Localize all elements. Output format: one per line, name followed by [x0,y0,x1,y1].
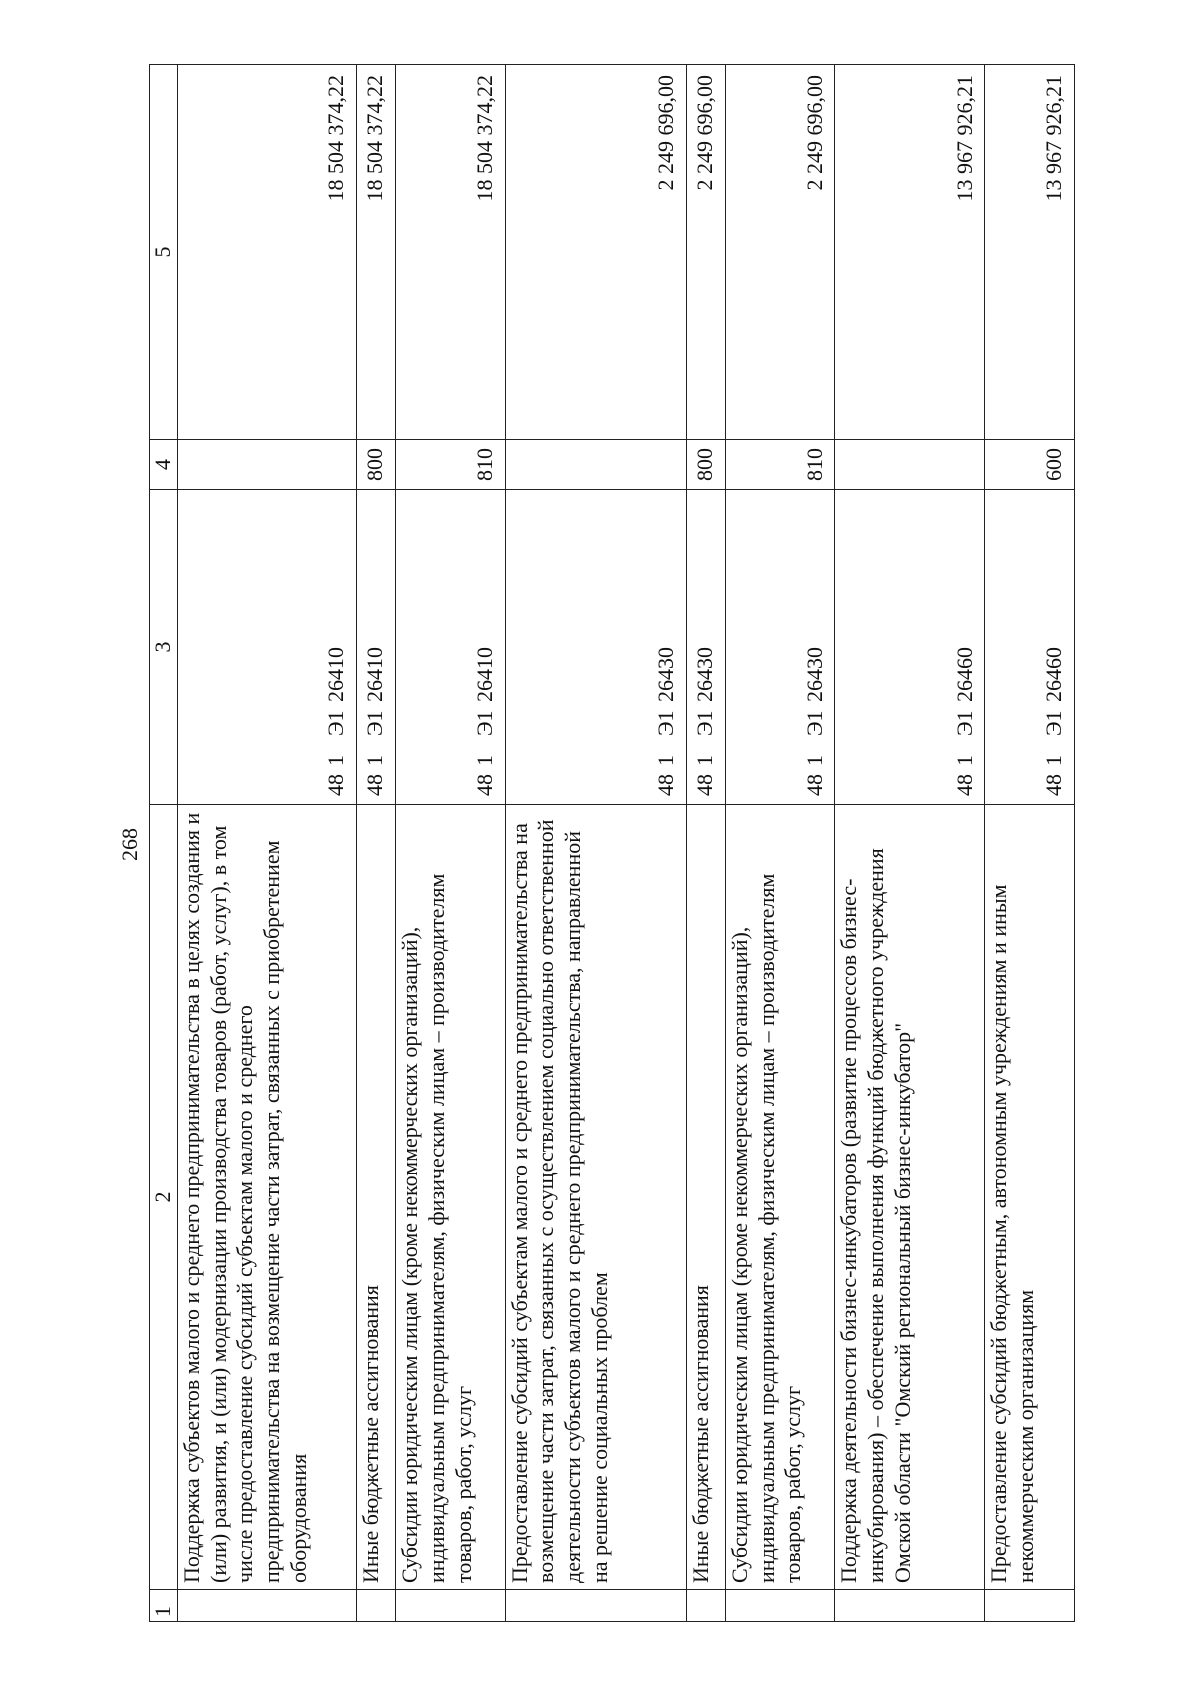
code-part: 48 [691,774,717,796]
budget-table-wrapper [149,65,1075,1622]
code-part: 26410 [362,647,388,702]
code-part: Э1 [323,710,349,736]
code-part: 26460 [951,647,977,702]
code-part: 1 [471,755,497,766]
row-code [985,490,1075,805]
code-part: 48 [362,774,388,796]
col-header-4: 4 [150,440,178,490]
row-name: Поддержка деятельности бизнес-инкубаторов (развитие процессов бизнес-инкубирования) – обеспечение выполнения функций бюджетного учреждения Омской области "Омский региональный бизнес-инкубатор" [835,805,985,1590]
row-amount: 2 249 696,00 [725,65,835,440]
row-kvr: 800 [356,440,395,490]
code-part: Э1 [801,710,827,736]
table-row [835,65,985,1622]
code-part: 26410 [323,647,349,702]
code-part: 48 [471,774,497,796]
row-name: Субсидии юридическим лицам (кроме некоммерческих организаций), индивидуальным предпринимателям, физическим лицам – производителям товаров, работ, услуг [395,805,505,1590]
code-part: 48 [1041,774,1067,796]
row-amount: 18 504 374,22 [356,65,395,440]
row-amount: 18 504 374,22 [177,65,356,440]
row-code [177,490,356,805]
code-part: 26410 [471,647,497,702]
table-row [395,65,505,1622]
row-kvr: 810 [395,440,505,490]
row-code [505,490,686,805]
row-kvr: 800 [686,440,725,490]
row-amount: 2 249 696,00 [686,65,725,440]
row-kvr [835,440,985,490]
table-row [505,65,686,1622]
table-row [725,65,835,1622]
code-part: 48 [801,774,827,796]
row-name: Предоставление субсидий субъектам малого и среднего предпринимательства на возмещение части затрат, связанных с осуществлением социально ответственной деятельности субъектов малого и среднего предпринимательства, направленной на решение социальных проблем [505,805,686,1590]
row-name: Иные бюджетные ассигнования [356,805,395,1590]
row-code [725,490,835,805]
code-part: 26460 [1041,647,1067,702]
row-name: Иные бюджетные ассигнования [686,805,725,1590]
row-marker-cell [686,1590,725,1622]
col-header-3: 3 [150,490,178,805]
row-name: Поддержка субъектов малого и среднего предпринимательства в целях создания и (или) развития, и (или) модернизации производства товаров (работ, услуг), в том числе предоставление субсидий субъектам малого и среднего предпринимательства на возмещение части затрат, связанных с приобретением оборудования [177,805,356,1590]
row-amount: 13 967 926,21 [835,65,985,440]
page-number: 268 [117,828,142,861]
code-part: Э1 [1041,710,1067,736]
code-part: 1 [801,755,827,766]
row-code [686,490,725,805]
code-part: 1 [653,755,678,766]
code-part: 48 [323,774,349,796]
code-part: Э1 [691,710,717,736]
row-marker-cell [395,1590,505,1622]
row-marker-cell [177,1590,356,1622]
row-code [835,490,985,805]
row-marker-cell [835,1590,985,1622]
budget-table [149,64,1075,1622]
row-code [395,490,505,805]
code-part: 1 [1041,755,1067,766]
row-name: Предоставление субсидий бюджетным, автономным учреждениям и иным некоммерческим организациям [985,805,1075,1590]
row-marker-cell [985,1590,1075,1622]
code-part: 26430 [691,647,717,702]
header-row [150,65,178,1622]
row-marker-cell [505,1590,686,1622]
code-part: 48 [653,774,678,796]
table-row [985,65,1075,1622]
code-part: 1 [362,755,388,766]
code-part: 1 [691,755,717,766]
row-name: Субсидии юридическим лицам (кроме некоммерческих организаций), индивидуальным предпринимателям, физическим лицам – производителям товаров, работ, услуг [725,805,835,1590]
code-part: Э1 [951,710,977,736]
col-header-5: 5 [150,65,178,440]
row-amount: 18 504 374,22 [395,65,505,440]
row-amount: 13 967 926,21 [985,65,1075,440]
code-part: Э1 [362,710,388,736]
code-part: Э1 [653,710,678,736]
row-kvr: 810 [725,440,835,490]
row-kvr: 600 [985,440,1075,490]
table-row [356,65,395,1622]
code-part: 26430 [801,647,827,702]
row-marker-cell [356,1590,395,1622]
row-amount: 2 249 696,00 [505,65,686,440]
row-marker-cell [725,1590,835,1622]
row-code [356,490,395,805]
row-kvr [505,440,686,490]
code-part: 26430 [653,647,678,702]
code-part: 1 [323,755,349,766]
code-part: Э1 [471,710,497,736]
row-kvr [177,440,356,490]
code-part: 48 [951,774,977,796]
table-row [177,65,356,1622]
col-header-2: 2 [150,805,178,1590]
table-row [686,65,725,1622]
col-header-1: 1 [150,1590,178,1622]
code-part: 1 [951,755,977,766]
